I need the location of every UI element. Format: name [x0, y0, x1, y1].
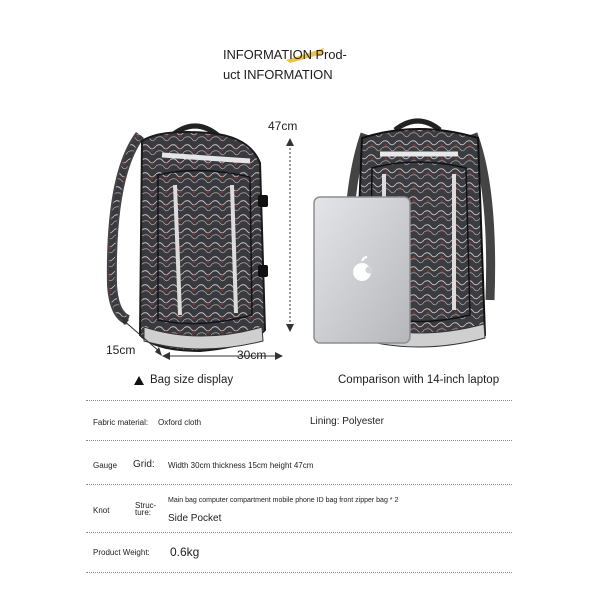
- caption-bag-size: Bag size display: [150, 374, 234, 386]
- knot-label: Knot: [93, 506, 110, 515]
- table-divider: [86, 532, 512, 533]
- dimension-depth-label: 15cm: [106, 343, 136, 357]
- product-weight-value: 0.6kg: [170, 545, 200, 559]
- triangle-marker-icon: [134, 376, 144, 385]
- dimension-lines-left: [115, 120, 305, 365]
- lining-text: Lining: Polyester: [310, 416, 384, 427]
- structure-label: [135, 502, 156, 516]
- structure-label-line-1: Struc-: [135, 501, 157, 510]
- product-weight-label: Product Weight:: [93, 548, 150, 557]
- grid-value: Width 30cm thickness 15cm height 47cm: [168, 461, 314, 470]
- gauge-label: Gauge: [93, 461, 118, 470]
- header-title-line-2: uct INFORMATION: [223, 67, 333, 82]
- fabric-material-label: Fabric material:: [93, 418, 149, 427]
- dimension-height-label: 47cm: [268, 119, 298, 133]
- dimension-width-label: 30cm: [237, 348, 267, 362]
- caption-laptop-comparison: Comparison with 14-inch laptop: [338, 374, 500, 386]
- table-divider: [86, 400, 512, 401]
- grid-label: Grid:: [133, 459, 155, 470]
- structure-value-line-2: Side Pocket: [168, 513, 222, 524]
- table-divider: [86, 484, 512, 485]
- fabric-material-value: Oxford cloth: [158, 418, 202, 427]
- structure-label-line-2: ture:: [135, 508, 152, 517]
- table-divider: [86, 440, 512, 441]
- header-title-line-1: INFORMATION Prod-: [223, 47, 347, 62]
- table-divider: [86, 572, 512, 573]
- structure-value-line-1: Main bag computer compartment mobile phone ID bag front zipper bag * 2: [168, 497, 399, 504]
- laptop-14-inch-image: [312, 195, 414, 347]
